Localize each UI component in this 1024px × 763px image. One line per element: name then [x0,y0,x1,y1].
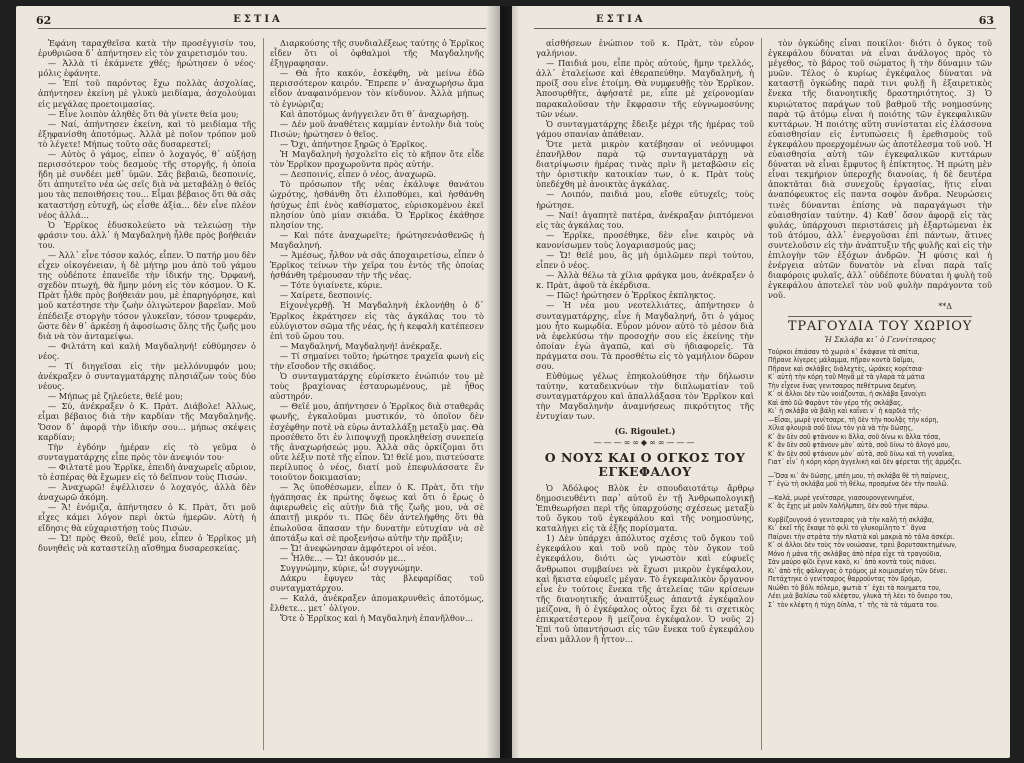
paragraph: Ὁ συνταγματάρχης εὑρίσκετο ἐνώπιόν του μὲ τοὺς βραχίονας ἐσταυρωμένους, μὲ ἦθος αὐστηρόν. [270,371,484,402]
paragraph: — Τί διηγεῖσαι εἰς τὴν μελλόνυμφόν μου; ἀνέκραξεν ὁ συνταγματάρχης πλησιάζων τοὺς δύο νέους. [38,361,256,392]
poem-line: Κυρβίζουγονά ὁ γενιτσαρος γιὰ τὴν καλὴ τὴ σκλάβα, [768,515,934,524]
paragraph: Καὶ ἀποτόμως ἀνήγγειλεν ὅτι θ᾽ ἀναχωρήσῃ. [280,108,469,119]
paragraph: — Πῶς! ἠρώτησεν ὁ Ἐρρῖκος ἐκπληκτος. [546,290,716,301]
paragraph: Συγγνώμην, κύριε, ὦ! συγγνώμην. [280,562,423,573]
paragraph: τὸν ὀγκώδης εἶναι ποικίλοι· διότι ὁ ὄγκος τοῦ ἐγκεφάλου δύναται νὰ εἶναι ἀνάλογος πρὸς τὸ μέγεθος, τὸ βάρος τοῦ σώματος ἢ τὴν δύναμιν τῶν μυῶν. Τέλος ὁ κυρίως ἐγκέφαλος δύναται νὰ καταστῇ ὀγκώδης παρὰ τινι φυλῇ ἢ ἐξαιρετικὸς ἕνεκα τῆς διανοητικῆς δραστηριότητος. 3) Ὁ κυριώτατος παράγων τοῦ βαθμοῦ τῆς νοημοσύνης παρὰ τῷ ἀτόμῳ εἶναι ἡ ποιότης τῶν ἐγκεφαλικῶν κυττάρων. Ἡ ποιότης αὕτη συνίσταται εἰς ἐλάσσονα εὐαισθησίαν εἰς ἐντυπώσεις ἢ ἐρεθισμοὺς τοῦ ἐγκεφάλου προερχομένων ὡς ἀποτέλεσμα τοῦ νοῦ. Ἡ εὐαισθησία αὐτὴ τῶν ἐγκεφαλικῶν κυττάρων δύναται νὰ εἶναι ἔμφυτος ἢ ἐπίκτητος. Ἡ πρώτη μὲν εἶναι τεκμήριον ὑπεροχῆς διανοίας, ἡ δὲ δευτέρα ἀποκτᾶται διὰ συνεχοῦς ἐργασίας, ἥτις εἶναι ἀναπόφευκτος εἰς παντα σοφὸν ἄνδρα. Νευρώσεις τινὲς δύνανται ἐπίσης νὰ παραγάγωσι τὴν εὐαισθησίαν ταύτην. 4) Καθ᾽ ὅσον ἀφορᾷ εἰς τὰς φυλάς, ὑπάρχουσι περιστάσεις μὴ ἐξαρτώμεναι ἐκ τοῦ ἀτόμου, ἀλλ᾽ ἐνεργοῦσαι ἐπὶ πάντων, ἅτινες συντελοῦσιν εἰς τὴν ἀνάπτυξιν τῆς φυλῆς καὶ εἰς τὴν ἐπιλογὴν τῶν ἐξόχων ἀνδρῶν. Ἡ φύσις καὶ ἡ ἐνέργεια αὐτῶν δυνατὸν νὰ εἶναι παρὰ ταῖς διαφόροις φυλαῖς, ἀλλ᾽ οὐδέποτε δύναται ἡ φυλὴ τοῦ ἐγκεφάλου ἀποτελεῖ τὸν νοῦ φυλὴν παράγοντα τοῦ νοῦ. [768,38,992,301]
poem-line: Χίλια φλουριὰ σοῦ δίνω τὸν γιὰ νὰ τὴν δώσῃς, [768,424,914,433]
song-title: ΤΡΑΓΟΥΔΙΑ ΤΟΥ ΧΩΡΙΟΥ [787,318,973,334]
poem-line: Νιώθει τὸ βόλι πόλεμο, φωτιὰ τ᾽ ἐχει τὰ ποιηματα του, [768,583,941,592]
paragraph: — Φιλτάτη καὶ καλὴ Μαγδαληνή! εὐθύμησεν ὁ νέος. [38,340,256,361]
paragraph: — Ἦλθε… — Ὤ! ἀκουσόν με… [280,552,406,563]
paragraph: — Παιδιά μου, εἶπε πρὸς αὐτούς, ἤμην τρελλός, ἀλλ᾽ ἐταλείωσε καὶ ἐθεραπεύθην. Μαγδαληνή, ἡ προίξ σου εἶνε ἑτοίμη. Θὰ νυμφευθῇς τὸν Ἐρρῖκον. Ἀποσυρθῆτε, ἀφήσατέ με, εἶπε μὲ χείρονομίαν παρακαλοῦσαν τὴν ἔκφρασιν τῆς εὐγνωμοσύνης τῶν νέων. [536,58,754,119]
paragraph: Διαρκούσης τῆς συνδιαλέξεως ταύτης ὁ Ἐρρῖκος εἶδεν ὅτι οἱ ὀφθαλμοὶ τῆς Μαγδαληνῆς ἐξηγραφησαν. [270,38,484,69]
right-running-head [512,14,1010,32]
paragraph: — Αὐτὸς ὁ γάμος, εἶπεν ὁ λοχαγός, θ᾽ αὐξήσῃ περισσότερον τοὺς δεσμοὺς τῆς στοργῆς, ἡ ὁποία ἤδη μὲ συνδέει μεθ᾽ ὑμῶν. Σᾶς βεβαιῶ, δεσποινίς, ὅτι ἀπηυτεῖτο νέα ὡς σεῖς διὰ νὰ μεταβάλῃ ὁ θεῖός μου τὰς πεποιθήσεις του… Εἶμαι βέβαιος ὅτι θὰ σᾶς καταστήσῃ εὐτυχῆ, ὡς εἶσθε ἀξία… δὲν εἶνε πλέον νέος ἀλλά… [38,149,256,220]
paragraph: — Ὤ! πρὸς Θεοῦ, θεῖέ μου, εἶπεν ὁ Ἐρρῖκος μὴ δυνηθεὶς νὰ καταστείλῃ αἴσθημα δυσαρεσκείας. [38,532,256,553]
paragraph: — Ἄ! ἐνόμιζα, ἀπήντησεν ὁ Κ. Πρὰτ, ὅτι μοῦ εἶχες κάμει λόγον περὶ ὀκτὼ ἡμερῶν. Αὐτὴ ἡ εἴδησις θὰ εὐχαριστήσῃ τοὺς Πισών. [38,502,256,533]
poem-line: Κ᾽ οἱ ἄλλοι δὲν τῶν νοιάζονται, ἡ σκλάβα ξανοίγει [768,390,927,399]
left-column-1 [38,38,256,752]
paragraph: Ὅτε μετὰ μικρὸν κατέβησαν οἱ νεόνυμφοι ἐπανῆλθον παρὰ τῷ συνταγματάρχῃ νὰ διατρίψωσιν ἡμέρας τινὰς πρὶν ἢ μεταβῶσιν εἰς τὴν ὁριστικὴν κατοικίαν των, ὁ κ. Πρὰτ τοὺς ὑπεδέχθη μὲ ἀνοικτὰς ἀγκάλας. [536,138,754,190]
poem-line: Τὴν εἶχενε ἕνας γενιτσαρος πεθέτρωνα δεμένη. [768,381,917,390]
paragraph: Ὅτε ὁ Ἐρρῖκος καὶ ἡ Μαγδαληνὴ ἐπανῆλθον… [280,613,474,624]
paragraph: Ἐφάνη ταραχθεῖσα κατὰ τὴν προσέγγισίν του, ἐρυθριῶσα δ᾽ ἀπήντησεν εἰς τὸν χαιρετισμόν του. [38,38,256,59]
right-masthead: ΕΣΤΙΑ [596,14,646,25]
paragraph: Ὁ Ἐρρῖκος ἐδυσκολεύετο νὰ τελειώσῃ τὴν φράσιν του. ἀλλ᾽ ἡ Μαγδαληνὴ ἦλθε πρὸς βοήθειάν του. [38,219,256,250]
paragraph: — Σύ, ἀνέκραξεν ὁ Κ. Πρὰτ. Διάβολε! Ἀλλως, εἶμαι βέβαιος διὰ τὴν καρδίαν τῆς Μαγδαληνῆς. Ὅσον δ᾽ ἀφορᾷ τὴν ἰδικήν σου… μήπως σκέψεις καρδίαν; [38,401,256,442]
paragraph: — Ὄχι, ἀπήντησε ξηρῶς ὁ Ἐρρῖκος. [280,138,428,149]
left-page-number: 62 [36,14,52,27]
left-column-2 [270,38,484,752]
paragraph: — Ὤ! ἀνεφώνησαν ἀμφότεροι οἱ νέοι. [280,542,437,553]
poem-line: Σ᾽ τὸν κλέφτη ἡ τύχη δίπλα, τ᾽ τῆς τὰ τὰ τάματα του. [768,600,939,609]
poem-line: Λέει μιὰ βαλίσω τοῦ κλέφτου, γλυκὰ τὴ λέει τὸ ὄνειρο του, [768,592,953,601]
poem-line: Γιατ᾽ εἶν᾽ ἡ κόρη κόρη ἀγγελικὴ καὶ δὲν φέρεται τῆς ἀρμόζει. [768,458,962,467]
paragraph: — Ἀλλὰ θέλω τὰ χίλια φράγκα μου, ἀνέκραξεν ὁ κ. Πρὰτ, ἀφοῦ τὰ ἐκέρδισα. [536,270,754,291]
paragraph: Ὁ Ἀδόλφος Βλὸκ ἐν σπουδαιοτάτῳ ἄρθρῳ δημοσιευθέντι παρ᾽ αὐτοῦ ἐν τῇ Ἀνθρωπολογικῇ Ἐπιθεωρήσει περὶ τῆς ὑπαρχούσης σχέσεως μεταξὺ τοῦ ὄγκου τοῦ ἐγκεφάλου καὶ τῆς νοημοσύνης, καταλήγει εἰς τὰ ἑξῆς πορίσματα. [536,482,754,534]
paragraph: — Ἡ νέα μου νεοτελλιάτες, ἀπήντησεν ὁ συνταγματάρχης, εἶνε ἡ Μαγδαληνή, ὅτι ὁ γάμος μου ἦτο κωμῳδία. Εὗρον μόνον αὐτὸ τὸ μέσον διὰ νὰ ἐφελκύσω τὴν προσοχήν σου εἰς ἐκείνης τὴν ὁποίαν ἐγὼ ἀγαπῶ, καὶ σὺ ἠδιαφορεῖς. Τὰ πράγματα σου. Τὰ προσθέτω εἰς τὸ γαμήλιον δῶρον σου. [536,300,754,371]
right-page [512,6,1010,758]
paragraph: Εἰχονἐγερθῇ. Ἡ Μαγδαληνὴ ἐκλονήθη ὁ δ᾽ Ἐρρῖκος ἐκράτησεν εἰς τὰς ἀγκάλας του τὸ εὐλύγιστον σῶμα τῆς νέας, ἡς ἡ κεφαλὴ κατέπεσεν ἐπὶ τοῦ ὤμου του. [270,300,484,341]
paragraph: — Μήπως μὲ ζηλεύετε, θεῖέ μου; [48,391,183,402]
poem-line: Κ᾽ ἂν δὲν σοῦ φτάνουν μὸν᾽ αὐτὰ, σοῦ δίνω καὶ τὴ γυναῖκα, [768,449,955,458]
poem-line: Κ᾽ αὐτὴ τὴν κόρη τοῦ Μηνᾶ μὲ τὰ γλαρὰ τὰ μάτια [768,373,925,382]
paragraph: — Δεσποινίς, εἶπεν ὁ νέος, ἀναχωρῶ. [280,169,436,180]
paragraph: — Μαγδαληνή, Μαγδαληνή! ἀνέκραξε. [280,340,442,351]
poem-line: Πετάχτηκε ὁ γενίτσαρος θαρροῦντας τὸν δρόμο, [768,575,922,584]
paragraph: — Ναί, ἀπήντησεν ἐκείνη, καὶ τὸ μειδίαμα τῆς ἐξηφανίσθη ἀποτόμως. Ἀλλὰ μὲ ποῖον τρόπον μοῦ τὸ λέγετε! Μήπως τοῦτο σᾶς δυσαρεστεῖ; [38,118,256,149]
poem-line: —Καλά, μωρὲ γενίτσαρε, γιασουρονγεννημένε, [768,493,915,502]
paragraph: — Ναί! ἀγαπητὲ πατέρα, ἀνέκραξαν ῥιπτόμενοι εἰς τὰς ἀγκάλας του. [536,209,754,230]
paragraph: αἰσθήσεων ἐνώπιον τοῦ κ. Πρὰτ, τὸν εὗρον γαλήνιον. [536,38,754,59]
song-subtitle: Ἡ Σκλάβα κι᾽ ὁ Γεννίτσαρος [824,334,936,344]
poem-line: Σὰν μαύρο φίδι ἔγινε κακὸ, κι᾽ ἀπὸ κοντὰ τοὺς πιάνει. [768,558,937,567]
paragraph: Ὁ συνταγματάρχης ἔδειξε μέχρι τῆς ἡμέρας τοῦ γάμου σπανίαν ἀπάθειαν. [536,118,754,139]
poem-line: Κ᾽ ἂν δὲν σοῦ φτάνουν μὸν᾽ αὐτὰ, σοῦ δίνω τὸ ἄλογό μου, [768,441,950,450]
right-column-2 [768,38,992,752]
poem [768,348,992,610]
paragraph: — Ὤ! θεῖέ μου, ἃς μὴ ὁμιλῶμεν περὶ τούτου, εἶπεν ὁ νέος. [536,249,754,271]
poem-line: Κ᾽ ἂν δὲν σοῦ φτάνουν κι ἄλλα, σοῦ δίνω κι ἄλλα τόσα, [768,432,941,441]
paragraph: — Ἀμέσως, ἦλθον νὰ σᾶς ἀποχαιρετίσω, εἶπεν ὁ Ἐρρῖκος τείνων τὴν χεῖρα του ἐντὸς τῆς ὁποίας ἠσθάνθη τρέμουσαν τὴν τῆς νέας. [270,249,484,281]
right-header-rule [534,28,996,29]
paragraph: — Τί σημαίνει τοῦτο; ἠρώτησε τραχεῖα φωνὴ εἰς τὴν εἴσοδον τῆς σκιάδος. [270,350,484,371]
paragraph: — Τότε ὑγιαίνετε, κύριε. [280,280,383,291]
right-column-1 [536,38,754,752]
right-page-number: 63 [978,14,994,27]
poem-line: —Ὅσα κι᾽ ἂν δώσῃς, μπέη μου, τὴ σκλάβα θὲ τὴ παίρνεις, [768,471,950,480]
poem-line: Πῆρανε καὶ σκλάβες διάλεχτὲς, ὡράκες κορίτσια· [768,364,924,373]
paragraph: — Δέν μοῦ ἀναθέτεις καμμίαν ἐντολὴν διὰ τοὺς Πισών; ἠρώτησεν ὁ θεῖος. [270,118,484,139]
paragraph: — Ἄς ὑποθέσωμεν, εἶπεν ὁ Κ. Πρὰτ, ὅτι τὴν ἡγάπησας ἐκ πρώτης ὄψεως καὶ ὅτι ὁ ἔρως ὁ ἀφιερωθεὶς εἰς αὐτὴν διὰ τῆς ζωῆς μου, νὰ σὲ ἀπαιτῇ μικρόν τι. Πῶς δέν ἀντελήφθης ὅτι θὰ ἐπωλοῦσα ἅπασαν τὴν δυνατὴν εὐτυχίαν νὰ σὲ ἀποτάξω καὶ σὲ προξενήσω αὐτὴν τὴν πρᾶξιν; [270,482,484,543]
poem-line: Μόνο ἡ μάνα τῆς σκλάβας ἀπὸ πέρα εἶχε τὰ τραγούδια, [768,549,942,558]
poem-line: Κ᾽ οἱ ἄλλοι δὲν τοὺς τὸν νοιώσανε, τρειὶ βορυτσακτημένων, [768,541,957,550]
left-column-divider [263,38,264,750]
paragraph: Τὴν ἐγδόην ἡμέραν εἰς τὸ γεῦμα ὁ συνταγματάρχης εἶπε πρὸς τὸν ἀνεψιόν του· [38,441,256,462]
paragraph: — Καὶ πότε ἀναχωρεῖτε; ἠρώτησενἀσθενῶς ἡ Μαγδαληνή. [270,229,484,250]
poem-line: Κι᾽ ἡ σκλάβα νὰ βάλῃ καὶ καΐνει ν᾽ ἡ καρδιὰ τῆς· [768,407,922,416]
paragraph: — Θὰ ἦτο κακόν, ἐσκέφθη, νὰ μείνω ἐδῶ περισσότερον καιρόν. Ἔπρεπε ν᾽ ἀναχωρήσω ἅμα εἶδον ἀναφαινόμενον τὸν κίνδυνον. Ἀλλὰ μήπως τὸ ἐγνώριζα; [270,68,484,109]
left-page [16,6,500,758]
article-signature: (G. Rigoulet.) [614,425,676,436]
poem-line: —Εἶσαι, μωρὲ γενίτσαρε, τὴ δὲν τὴν πουλᾷς τὴν κόρη, [768,415,939,424]
paragraph: — Ἀλλ᾽ εἶνε τόσον καλός, εἶπεν. Ὁ πατήρ μου δὲν εἶχεν οἰκογένειαν, ἡ δὲ μήτηρ μου ἀπὸ τοῦ γάμου της οὐδέποτε ἐπανεῖδε τὴν ἰδικήν της. Ὀρφανή, σχεδὸν πτωχή, θὰ ἤμην μόνη εἰς τὸν κόσμον. Ὁ Κ. Πρὰτ ἦλθε πρὸς βοήθειάν μου, μὲ ἐπαρηγόρησε, καὶ μοῦ κατέστησε τὴν ζωὴν ὀλιγώτερον βαρεῖαν. Μοῦ ἐπέδειξε στοργὴν τόσον γλυκεῖαν, τόσον τρυφεράν, ὥστε δὲν θ᾽ ἀρκέσῃ ἡ ἀφοσίωσις ὅλης τῆς ζωῆς μου διὰ νὰ τὸν ἀνταμείψω. [38,249,256,341]
poem-line: Καὶ ἀπὸ δῶ Φαρὰντ τὸν γέρο τῆς σκλάβας, [768,398,903,407]
poem-line: Παίρνει τὴν στράτα τὴν πλατιὰ καὶ μακριὰ πὸ τάλα ἀσκέρι. [768,532,955,541]
poem-line: Τ᾽ ἐγὼ τὴ σκλάβα μοῦ τὴ θέλω, προσμένα δὲν τὴν πουλῶ. [768,480,949,489]
paragraph: — Καλά, ἀνέκραξεν ἀπομακρυνθεὶς ἀποτόμως, ἔλθετε… μετ᾽ ὀλίγον. [270,593,484,614]
poem-line: Κ᾽ ἂς ἔχῃς μὲ μοῦν Χαλήλμπεη, δὲν σοῦ τὴνε πάρω. [768,502,930,511]
paragraph: Δάκρυ ἔφυγεν τὰς βλεφαρίδας τοῦ συνταγματάρχου. [270,572,484,594]
paragraph: — Ἐπί τοῦ παρόντος ἔχω πολλὰς ἀσχολίας, ἀπήντησεν ἐκείνη μὲ γλυκὺ μειδίαμα, ἀσχολούμαι εἰς μεγάλας προετοιμασίας. [38,78,256,109]
paragraph: Ἡ Μαγδαληνὴ ἠσχολεῖτο εἰς τὸ κῆπον ὅτε εἶδε τὸν Ἐρρῖκον προχωροῦντα πρὸς αὐτήν. [270,149,484,170]
poem-line: Κι᾽ ἐκεῖ τῆς ἔκαψε τὸ φιλὶ τὸ γλυκομίλητο τ᾽ ἅγνα [768,524,926,533]
paragraph: — Ἐρρῖκε, προσέθηκε, δὲν εἶνε καιρὸς νὰ κανονίσωμεν τοὺς λογαριασμούς μας; [536,229,754,250]
left-running-head [16,14,500,32]
paragraph: 1) Δὲν ὑπάρχει ἀπόλυτος σχέσις τοῦ ὄγκου τοῦ ἐγκεφάλου καὶ τοῦ νοῦ πρὸς τὸν ὄγκον τοῦ ἐγκεφάλου, διότι ὡς γνωστὸν καὶ εὐφυεῖς ἄνθρωποι συμβαίνει νὰ ἔχωσι μικρὸν ἐγκέφαλον, καὶ ἥκιστα εὐφυεῖς μέγαν. Τὸ ἐγκεφαλικὸν ὄργανον εἶνε ἐν τούτοις ἕνεκα τῆς ἀτελείας τῶν κρίσεων τῆς διανοητικῆς ἀναπτύξεως ἀπαντᾷ ἐγκέφαλον μείζονα, ἢ ὁ ἐγκέφαλος οὗτος ἔχει δὲ τι σχετικὸς ἐπικρατέστερον ἢ μείζονα ἐγκέφαλον. Ὁ νοῦς 2) Ἐπὶ τοῦ ὑπαντήσωσι εἰς τῶν ἔνεκα τοῦ ἐγκεφάλου εἶναι μᾶλλον ἢ ἧττον… [536,533,754,645]
poem-line: Κι᾽ ἀπὸ τῆς φάλαγγας ὁ τρόμος μὲ κοιμισμένη τῶν δένει. [768,566,948,575]
left-header-rule [38,28,486,29]
paragraph: — Λοιπόν, παιδιά μου, εἴσθε εὐτυχεῖς; τοὺς ἠρώτησε. [536,189,754,210]
paragraph: — Ἀλλὰ τί ἐκάμνετε χθές; ἠρώτησεν ὁ νέος· μόλις ἐφάνητε. [38,58,256,79]
paragraph: — Θεῖέ μου, ἀπήντησεν ὁ Ἐρρῖκος διὰ σταθερᾶς φωνῆς, ἐγκαλοῦμαι μυστικόν, τὸ ὁποῖον δὲν ἐσχέφθην ποτὲ νὰ εὑρω ἀνταλλάξῃ μεταξὺ μας. Θὰ προσέθετο ὅτι ἐν λιποψυχῇ προκληθείσῃ συνεπείᾳ τῆς ἀναχωρήσεώς μου. Ἀλλὰ σᾶς ὁρκίζομαι ὅτι οὔτε λέξιν ποτὲ τῆς εἶπον. Ὤ! θεῖέ μου, πιστεύσατε περίλυπος ὁ νέος, διατί μοῦ ἐπεφυλάσσατε ἕν τοιοῦτον δοκιμασίαν; [270,401,484,483]
paragraph: — Χαίρετε, δεσποινίς. [280,290,373,301]
section-title: Ο ΝΟΥΣ ΚΑΙ Ο ΟΓΚΟΣ ΤΟΥ ΕΓΚΕΦΑΛΟΥ [544,449,746,479]
section-rule [788,316,972,317]
poem-line: Πῆρανε λίγερες μάλαμμα, πῆραν κοντὰ δαῖμαι, [768,356,915,365]
ornament-divider: ———∞∞◆∞∞——— [593,437,697,447]
left-masthead: ΕΣΤΙΑ [233,14,283,25]
article-signature-2: **Δ [938,302,952,312]
paragraph: Εὐθύμως γέλως ἐπηκολούθησε τὴν δήλωσιν ταύτην, καταδεικνύων τὴν διπλωματίαν τοῦ συνταγματάρχου καὶ ἀπαλλάξασα τὸν Ἐρρῖκον καὶ τὴν Μαγδαληνὴν ἀναμνήσεως πικρότητος τῆς ἐντυχίαν των. [536,371,754,422]
paragraph: — Εἶνε λοιπὸν ἀληθὲς ὅτι θὰ γίνετε θεία μου; [48,108,239,119]
poem-line: Τούρκοι ἐπιάσαν τὸ χωριὸ κ᾽ ἔκάψανε τὰ σπίτια, [768,347,920,356]
paragraph: Τὸ πρόσωπον τῆς νέας ἐκάλυψε θανάτου ὠχρότης, ἠσθάνθη ὅτι ἐλιποθύμει, καὶ ἠσθάνθη ἠσύχως ἐπὶ ἑνὸς καθίσματος, εὑρισκομένου ἐκεῖ πλησίον ὑπὸ μίαν σκιάδα. Ὁ Ἐρρῖκος ἐκάθησε πλησίον της. [270,179,484,230]
paragraph: — Ἀναχωρῶ! ἐψέλλισεν ὁ λοχαγός, ἀλλὰ δὲν ἀναχωρῶ ἀκόμη. [38,482,256,503]
paragraph: — Φιλτατέ μου Ἐρρῖκε, ἐπειδὴ ἀναχωρεῖς αὔριον, τὸ ἑσπέρας θὰ ἔχωμεν εἰς τὸ δεῖπνον τοὺς Πισών. [38,461,256,483]
right-column-divider [761,38,762,750]
